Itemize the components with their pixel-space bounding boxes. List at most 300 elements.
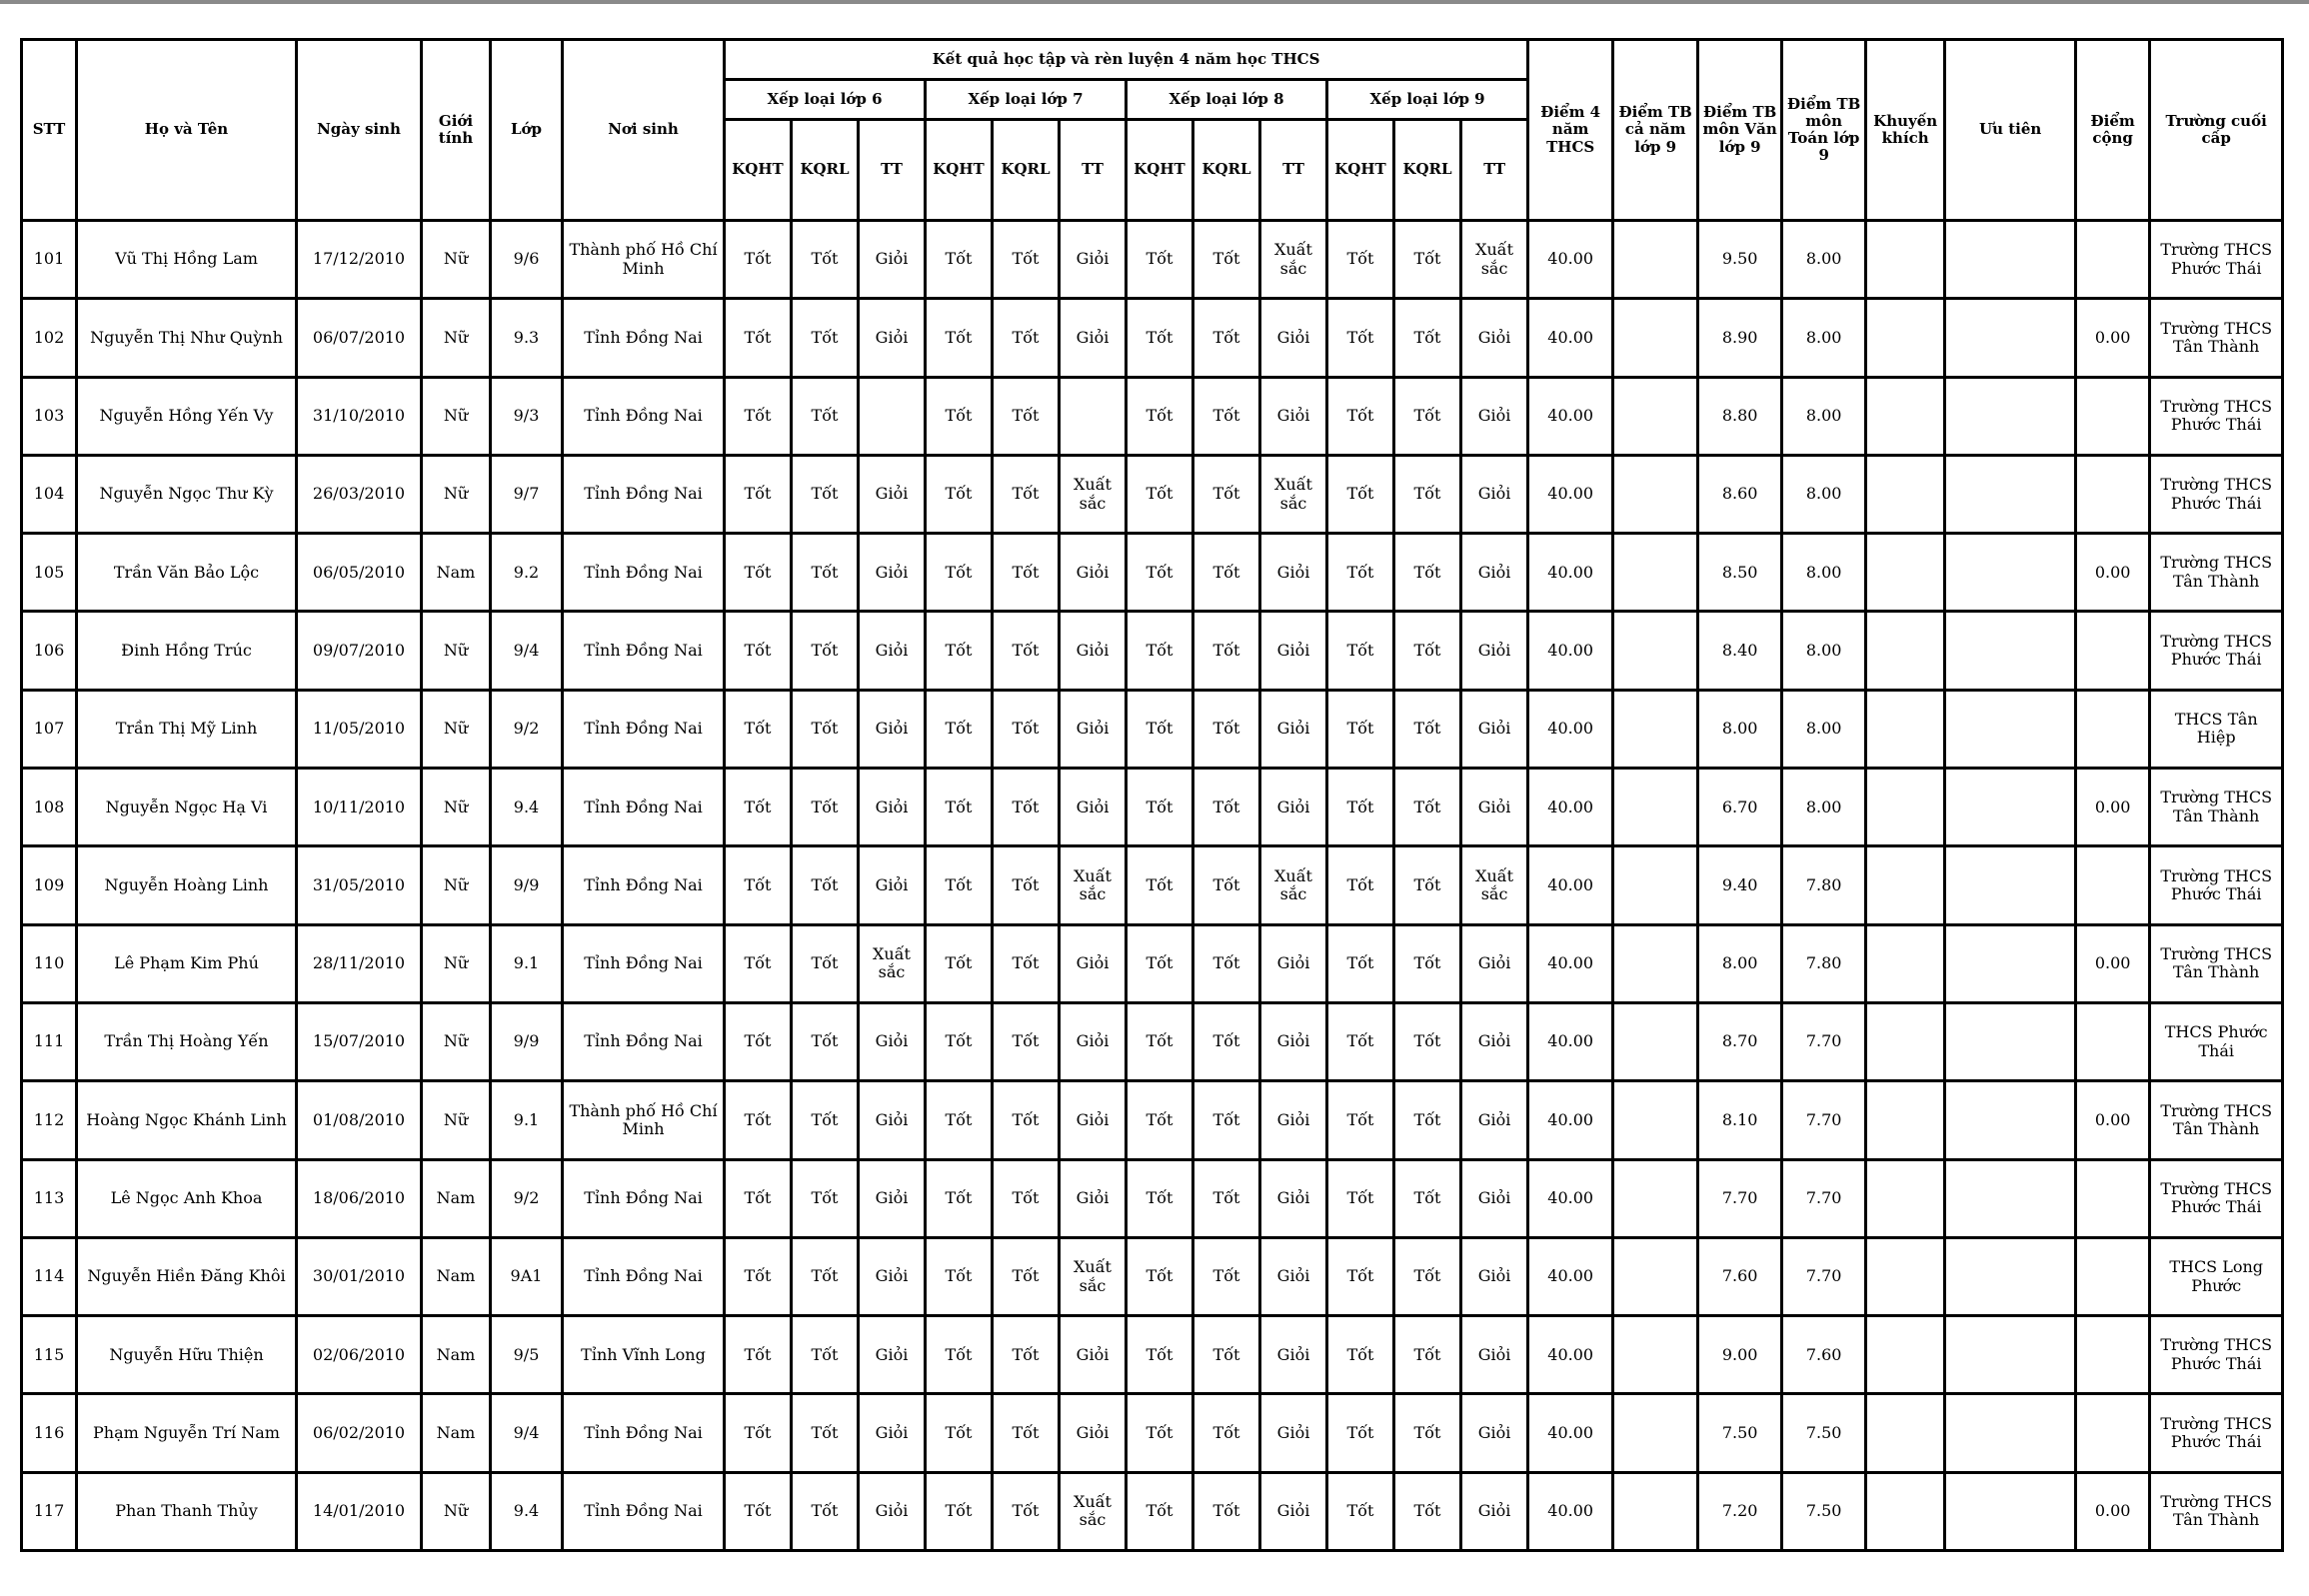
cell-grade8-tt: Giỏi <box>1260 1316 1327 1394</box>
cell-avg-lit9: 8.80 <box>1698 377 1782 455</box>
cell-score4: 40.00 <box>1528 1237 1613 1315</box>
cell-grade6-kqrl: Tốt <box>792 455 859 533</box>
cell-dob: 31/05/2010 <box>297 846 422 924</box>
cell-gender: Nam <box>422 534 491 612</box>
cell-avg-year9 <box>1613 1472 1698 1550</box>
cell-name: Vũ Thị Hồng Lam <box>77 221 297 299</box>
cell-avg-lit9: 8.50 <box>1698 534 1782 612</box>
cell-grade8-tt: Giỏi <box>1260 1159 1327 1237</box>
cell-grade6-tt: Giỏi <box>859 769 926 846</box>
cell-avg-year9 <box>1613 1316 1698 1394</box>
cell-name: Nguyễn Hồng Yến Vy <box>77 377 297 455</box>
cell-grade9-kqrl: Tốt <box>1394 1237 1461 1315</box>
cell-grade7-tt: Giỏi <box>1060 1081 1127 1159</box>
cell-avg-year9 <box>1613 1081 1698 1159</box>
cell-grade8-kqrl: Tốt <box>1193 769 1260 846</box>
cell-class: 9/2 <box>491 690 563 768</box>
cell-dob: 02/06/2010 <box>297 1316 422 1394</box>
cell-grade9-tt: Giỏi <box>1461 1316 1528 1394</box>
cell-score4: 40.00 <box>1528 769 1613 846</box>
cell-grade6-tt: Giỏi <box>859 299 926 377</box>
cell-gender: Nữ <box>422 1002 491 1080</box>
table-row <box>22 1081 2283 1159</box>
cell-grade7-kqrl: Tốt <box>993 612 1060 690</box>
cell-grade6-tt: Giỏi <box>859 1002 926 1080</box>
cell-grade9-kqrl: Tốt <box>1394 455 1461 533</box>
cell-school: Trường THCS Phước Thái <box>2150 846 2283 924</box>
cell-grade7-kqrl: Tốt <box>993 1472 1060 1550</box>
cell-avg-lit9: 7.50 <box>1698 1394 1782 1472</box>
cell-grade8-kqrl: Tốt <box>1193 846 1260 924</box>
cell-grade7-kqrl: Tốt <box>993 1002 1060 1080</box>
cell-grade6-tt: Giỏi <box>859 534 926 612</box>
cell-grade8-kqrl: Tốt <box>1193 690 1260 768</box>
cell-class: 9.4 <box>491 769 563 846</box>
cell-grade8-tt: Giỏi <box>1260 1394 1327 1472</box>
cell-school: Trường THCS Phước Thái <box>2150 377 2283 455</box>
cell-priority <box>1945 1316 2076 1394</box>
cell-avg-lit9: 8.40 <box>1698 612 1782 690</box>
cell-grade7-tt: Giỏi <box>1060 924 1127 1002</box>
cell-grade8-kqht: Tốt <box>1127 1002 1193 1080</box>
cell-grade6-kqrl: Tốt <box>792 299 859 377</box>
cell-stt: 103 <box>22 377 77 455</box>
cell-dob: 18/06/2010 <box>297 1159 422 1237</box>
cell-grade7-tt: Xuất sắc <box>1060 1237 1127 1315</box>
cell-avg-year9 <box>1613 1237 1698 1315</box>
cell-school: THCS Long Phước <box>2150 1237 2283 1315</box>
cell-name: Trần Thị Hoàng Yến <box>77 1002 297 1080</box>
cell-bonus <box>2076 1002 2150 1080</box>
cell-dob: 01/08/2010 <box>297 1081 422 1159</box>
cell-grade6-kqrl: Tốt <box>792 221 859 299</box>
cell-bonus: 0.00 <box>2076 534 2150 612</box>
cell-grade9-kqrl: Tốt <box>1394 612 1461 690</box>
cell-name: Nguyễn Hoàng Linh <box>77 846 297 924</box>
cell-score4: 40.00 <box>1528 377 1613 455</box>
cell-grade7-kqrl: Tốt <box>993 846 1060 924</box>
cell-stt: 105 <box>22 534 77 612</box>
cell-grade6-tt: Giỏi <box>859 846 926 924</box>
cell-score4: 40.00 <box>1528 612 1613 690</box>
cell-score4: 40.00 <box>1528 690 1613 768</box>
cell-grade8-kqht: Tốt <box>1127 924 1193 1002</box>
cell-class: 9.1 <box>491 924 563 1002</box>
cell-grade6-kqht: Tốt <box>725 1159 792 1237</box>
cell-gender: Nữ <box>422 1081 491 1159</box>
cell-stt: 101 <box>22 221 77 299</box>
cell-grade6-tt: Giỏi <box>859 1159 926 1237</box>
cell-school: Trường THCS Tân Thành <box>2150 1081 2283 1159</box>
cell-stt: 104 <box>22 455 77 533</box>
header-avg-math9: Điểm TB môn Toán lớp 9 <box>1782 40 1866 221</box>
cell-avg-year9 <box>1613 612 1698 690</box>
cell-avg-math9: 8.00 <box>1782 299 1866 377</box>
cell-encourage <box>1866 690 1945 768</box>
cell-avg-year9 <box>1613 455 1698 533</box>
cell-dob: 06/02/2010 <box>297 1394 422 1472</box>
cell-class: 9A1 <box>491 1237 563 1315</box>
cell-grade8-kqht: Tốt <box>1127 612 1193 690</box>
cell-dob: 09/07/2010 <box>297 612 422 690</box>
cell-bonus: 0.00 <box>2076 769 2150 846</box>
cell-bonus <box>2076 846 2150 924</box>
cell-name: Phan Thanh Thủy <box>77 1472 297 1550</box>
cell-grade8-tt: Giỏi <box>1260 1237 1327 1315</box>
cell-grade9-kqht: Tốt <box>1327 1394 1394 1472</box>
cell-stt: 111 <box>22 1002 77 1080</box>
cell-gender: Nam <box>422 1159 491 1237</box>
top-border-line <box>0 0 2309 4</box>
cell-grade6-tt: Giỏi <box>859 1081 926 1159</box>
cell-grade9-tt: Giỏi <box>1461 455 1528 533</box>
cell-grade9-kqht: Tốt <box>1327 1472 1394 1550</box>
cell-grade9-kqht: Tốt <box>1327 1316 1394 1394</box>
header-tt: TT <box>859 120 926 221</box>
header-class: Lớp <box>491 40 563 221</box>
cell-name: Nguyễn Ngọc Hạ Vi <box>77 769 297 846</box>
cell-class: 9/9 <box>491 1002 563 1080</box>
cell-grade8-kqrl: Tốt <box>1193 612 1260 690</box>
table-row <box>22 612 2283 690</box>
cell-encourage <box>1866 1237 1945 1315</box>
cell-bonus: 0.00 <box>2076 1081 2150 1159</box>
cell-grade9-tt: Giỏi <box>1461 1394 1528 1472</box>
cell-bonus <box>2076 1316 2150 1394</box>
cell-grade7-kqht: Tốt <box>926 1394 993 1472</box>
cell-grade8-tt: Giỏi <box>1260 1081 1327 1159</box>
cell-encourage <box>1866 1316 1945 1394</box>
cell-avg-lit9: 7.70 <box>1698 1159 1782 1237</box>
cell-encourage <box>1866 1159 1945 1237</box>
cell-avg-math9: 8.00 <box>1782 534 1866 612</box>
cell-grade8-kqht: Tốt <box>1127 221 1193 299</box>
cell-dob: 06/05/2010 <box>297 534 422 612</box>
cell-avg-math9: 7.80 <box>1782 846 1866 924</box>
cell-grade9-kqht: Tốt <box>1327 924 1394 1002</box>
header-tt: TT <box>1060 120 1127 221</box>
header-grade-8: Xếp loại lớp 8 <box>1127 80 1327 120</box>
header-kqrl: KQRL <box>792 120 859 221</box>
header-priority: Ưu tiên <box>1945 40 2076 221</box>
cell-grade8-kqht: Tốt <box>1127 1237 1193 1315</box>
cell-avg-year9 <box>1613 221 1698 299</box>
cell-birthplace: Tỉnh Đồng Nai <box>563 769 725 846</box>
header-kqht: KQHT <box>725 120 792 221</box>
cell-grade7-kqrl: Tốt <box>993 221 1060 299</box>
header-avg-year9: Điểm TB cả năm lớp 9 <box>1613 40 1698 221</box>
cell-grade8-kqrl: Tốt <box>1193 1002 1260 1080</box>
cell-grade8-tt: Xuất sắc <box>1260 455 1327 533</box>
cell-grade7-tt: Giỏi <box>1060 1316 1127 1394</box>
cell-grade9-kqht: Tốt <box>1327 769 1394 846</box>
cell-grade8-kqht: Tốt <box>1127 299 1193 377</box>
cell-avg-math9: 7.70 <box>1782 1081 1866 1159</box>
cell-dob: 11/05/2010 <box>297 690 422 768</box>
cell-gender: Nữ <box>422 377 491 455</box>
cell-grade7-kqrl: Tốt <box>993 1237 1060 1315</box>
cell-grade7-kqht: Tốt <box>926 924 993 1002</box>
cell-grade9-kqht: Tốt <box>1327 690 1394 768</box>
cell-grade9-tt: Giỏi <box>1461 1472 1528 1550</box>
header-avg-lit9: Điểm TB môn Văn lớp 9 <box>1698 40 1782 221</box>
cell-grade6-kqrl: Tốt <box>792 1081 859 1159</box>
cell-gender: Nữ <box>422 924 491 1002</box>
cell-grade6-kqrl: Tốt <box>792 846 859 924</box>
cell-grade8-kqrl: Tốt <box>1193 221 1260 299</box>
cell-birthplace: Tỉnh Đồng Nai <box>563 1394 725 1472</box>
cell-grade7-tt: Giỏi <box>1060 769 1127 846</box>
cell-grade8-tt: Giỏi <box>1260 1002 1327 1080</box>
cell-birthplace: Tỉnh Đồng Nai <box>563 455 725 533</box>
cell-avg-lit9: 7.20 <box>1698 1472 1782 1550</box>
cell-stt: 106 <box>22 612 77 690</box>
cell-dob: 17/12/2010 <box>297 221 422 299</box>
cell-encourage <box>1866 377 1945 455</box>
cell-grade6-tt: Giỏi <box>859 221 926 299</box>
cell-class: 9.3 <box>491 299 563 377</box>
cell-grade9-kqht: Tốt <box>1327 377 1394 455</box>
cell-grade7-kqht: Tốt <box>926 690 993 768</box>
cell-bonus <box>2076 1394 2150 1472</box>
cell-school: Trường THCS Phước Thái <box>2150 612 2283 690</box>
cell-school: Trường THCS Phước Thái <box>2150 221 2283 299</box>
cell-name: Trần Thị Mỹ Linh <box>77 690 297 768</box>
header-tt: TT <box>1260 120 1327 221</box>
cell-gender: Nữ <box>422 221 491 299</box>
cell-encourage <box>1866 846 1945 924</box>
cell-priority <box>1945 1002 2076 1080</box>
cell-encourage <box>1866 769 1945 846</box>
cell-grade6-kqht: Tốt <box>725 924 792 1002</box>
cell-grade9-tt: Xuất sắc <box>1461 846 1528 924</box>
cell-grade9-kqrl: Tốt <box>1394 1472 1461 1550</box>
cell-priority <box>1945 1237 2076 1315</box>
header-group-title: Kết quả học tập và rèn luyện 4 năm học THCS <box>725 40 1528 80</box>
cell-grade9-kqrl: Tốt <box>1394 1316 1461 1394</box>
cell-score4: 40.00 <box>1528 221 1613 299</box>
cell-grade8-tt: Giỏi <box>1260 769 1327 846</box>
header-kqrl: KQRL <box>1394 120 1461 221</box>
cell-grade8-kqrl: Tốt <box>1193 299 1260 377</box>
cell-score4: 40.00 <box>1528 299 1613 377</box>
cell-grade8-kqrl: Tốt <box>1193 1237 1260 1315</box>
cell-gender: Nam <box>422 1394 491 1472</box>
table-row <box>22 1472 2283 1550</box>
cell-score4: 40.00 <box>1528 1002 1613 1080</box>
cell-avg-lit9: 8.60 <box>1698 455 1782 533</box>
cell-grade7-kqrl: Tốt <box>993 1081 1060 1159</box>
header-stt: STT <box>22 40 77 221</box>
cell-gender: Nam <box>422 1237 491 1315</box>
cell-avg-lit9: 8.90 <box>1698 299 1782 377</box>
cell-avg-math9: 8.00 <box>1782 455 1866 533</box>
cell-grade7-kqrl: Tốt <box>993 1316 1060 1394</box>
cell-grade6-kqht: Tốt <box>725 377 792 455</box>
cell-grade9-kqht: Tốt <box>1327 221 1394 299</box>
cell-grade6-kqht: Tốt <box>725 846 792 924</box>
cell-class: 9.2 <box>491 534 563 612</box>
cell-grade7-kqht: Tốt <box>926 455 993 533</box>
cell-school: Trường THCS Tân Thành <box>2150 1472 2283 1550</box>
cell-grade7-kqht: Tốt <box>926 1081 993 1159</box>
cell-grade8-kqht: Tốt <box>1127 455 1193 533</box>
cell-class: 9/7 <box>491 455 563 533</box>
table-row <box>22 769 2283 846</box>
cell-score4: 40.00 <box>1528 1081 1613 1159</box>
cell-grade6-kqht: Tốt <box>725 612 792 690</box>
cell-priority <box>1945 534 2076 612</box>
results-table <box>20 38 2284 1552</box>
cell-birthplace: Tỉnh Vĩnh Long <box>563 1316 725 1394</box>
cell-bonus <box>2076 455 2150 533</box>
cell-grade7-kqht: Tốt <box>926 1159 993 1237</box>
cell-avg-math9: 8.00 <box>1782 769 1866 846</box>
cell-school: Trường THCS Phước Thái <box>2150 1394 2283 1472</box>
cell-birthplace: Tỉnh Đồng Nai <box>563 1002 725 1080</box>
cell-avg-math9: 8.00 <box>1782 690 1866 768</box>
cell-avg-math9: 7.80 <box>1782 924 1866 1002</box>
cell-encourage <box>1866 1081 1945 1159</box>
cell-grade8-kqrl: Tốt <box>1193 1472 1260 1550</box>
table-row <box>22 455 2283 533</box>
cell-bonus: 0.00 <box>2076 299 2150 377</box>
cell-dob: 14/01/2010 <box>297 1472 422 1550</box>
cell-class: 9/5 <box>491 1316 563 1394</box>
cell-name: Nguyễn Hữu Thiện <box>77 1316 297 1394</box>
cell-grade9-tt: Giỏi <box>1461 377 1528 455</box>
cell-avg-year9 <box>1613 846 1698 924</box>
cell-avg-lit9: 7.60 <box>1698 1237 1782 1315</box>
cell-encourage <box>1866 455 1945 533</box>
cell-encourage <box>1866 924 1945 1002</box>
cell-avg-math9: 7.50 <box>1782 1472 1866 1550</box>
table-row <box>22 1394 2283 1472</box>
cell-grade8-tt: Xuất sắc <box>1260 221 1327 299</box>
cell-avg-math9: 7.70 <box>1782 1237 1866 1315</box>
cell-grade8-tt: Giỏi <box>1260 690 1327 768</box>
cell-grade6-tt: Giỏi <box>859 612 926 690</box>
cell-grade8-tt: Xuất sắc <box>1260 846 1327 924</box>
cell-grade7-kqrl: Tốt <box>993 299 1060 377</box>
cell-class: 9/3 <box>491 377 563 455</box>
cell-school: THCS Tân Hiệp <box>2150 690 2283 768</box>
cell-grade8-kqht: Tốt <box>1127 846 1193 924</box>
cell-grade7-kqrl: Tốt <box>993 1394 1060 1472</box>
cell-grade8-tt: Giỏi <box>1260 377 1327 455</box>
cell-dob: 15/07/2010 <box>297 1002 422 1080</box>
cell-priority <box>1945 612 2076 690</box>
cell-grade9-kqrl: Tốt <box>1394 1002 1461 1080</box>
cell-grade9-kqht: Tốt <box>1327 612 1394 690</box>
cell-avg-math9: 7.70 <box>1782 1159 1866 1237</box>
cell-priority <box>1945 1081 2076 1159</box>
cell-grade8-kqht: Tốt <box>1127 1159 1193 1237</box>
cell-grade9-kqht: Tốt <box>1327 1081 1394 1159</box>
cell-grade8-kqrl: Tốt <box>1193 455 1260 533</box>
cell-gender: Nữ <box>422 455 491 533</box>
cell-avg-year9 <box>1613 769 1698 846</box>
cell-gender: Nữ <box>422 612 491 690</box>
cell-dob: 10/11/2010 <box>297 769 422 846</box>
cell-grade6-kqht: Tốt <box>725 221 792 299</box>
cell-grade9-kqrl: Tốt <box>1394 377 1461 455</box>
cell-grade6-kqrl: Tốt <box>792 1237 859 1315</box>
cell-grade6-kqrl: Tốt <box>792 924 859 1002</box>
cell-class: 9.4 <box>491 1472 563 1550</box>
cell-stt: 107 <box>22 690 77 768</box>
cell-grade8-kqht: Tốt <box>1127 1394 1193 1472</box>
cell-avg-year9 <box>1613 690 1698 768</box>
cell-grade7-tt: Giỏi <box>1060 690 1127 768</box>
cell-grade9-kqht: Tốt <box>1327 534 1394 612</box>
cell-grade7-kqrl: Tốt <box>993 455 1060 533</box>
cell-grade9-tt: Giỏi <box>1461 924 1528 1002</box>
cell-encourage <box>1866 1002 1945 1080</box>
cell-name: Trần Văn Bảo Lộc <box>77 534 297 612</box>
cell-score4: 40.00 <box>1528 846 1613 924</box>
cell-priority <box>1945 769 2076 846</box>
cell-school: Trường THCS Tân Thành <box>2150 299 2283 377</box>
cell-priority <box>1945 846 2076 924</box>
cell-name: Nguyễn Hiền Đăng Khôi <box>77 1237 297 1315</box>
cell-grade8-kqrl: Tốt <box>1193 1316 1260 1394</box>
cell-grade7-tt: Xuất sắc <box>1060 1472 1127 1550</box>
cell-grade6-kqrl: Tốt <box>792 534 859 612</box>
cell-avg-math9: 8.00 <box>1782 377 1866 455</box>
header-grade-9: Xếp loại lớp 9 <box>1327 80 1528 120</box>
cell-priority <box>1945 1472 2076 1550</box>
cell-birthplace: Tỉnh Đồng Nai <box>563 1472 725 1550</box>
table-row <box>22 1159 2283 1237</box>
cell-grade7-kqrl: Tốt <box>993 1159 1060 1237</box>
cell-birthplace: Tỉnh Đồng Nai <box>563 612 725 690</box>
header-kqht: KQHT <box>1127 120 1193 221</box>
header-bonus: Điểm cộng <box>2076 40 2150 221</box>
cell-grade6-kqht: Tốt <box>725 1237 792 1315</box>
cell-grade9-tt: Xuất sắc <box>1461 221 1528 299</box>
cell-stt: 114 <box>22 1237 77 1315</box>
cell-birthplace: Tỉnh Đồng Nai <box>563 1237 725 1315</box>
cell-grade8-kqrl: Tốt <box>1193 1081 1260 1159</box>
cell-grade6-tt: Giỏi <box>859 690 926 768</box>
cell-avg-lit9: 9.50 <box>1698 221 1782 299</box>
cell-grade9-tt: Giỏi <box>1461 1081 1528 1159</box>
cell-gender: Nữ <box>422 1472 491 1550</box>
cell-avg-year9 <box>1613 1394 1698 1472</box>
cell-grade9-kqrl: Tốt <box>1394 299 1461 377</box>
cell-bonus <box>2076 690 2150 768</box>
cell-gender: Nữ <box>422 769 491 846</box>
header-kqrl: KQRL <box>1193 120 1260 221</box>
cell-avg-lit9: 6.70 <box>1698 769 1782 846</box>
cell-grade8-kqht: Tốt <box>1127 1316 1193 1394</box>
header-grade-6: Xếp loại lớp 6 <box>725 80 926 120</box>
cell-bonus <box>2076 1159 2150 1237</box>
cell-avg-year9 <box>1613 299 1698 377</box>
cell-birthplace: Thành phố Hồ Chí Minh <box>563 1081 725 1159</box>
header-kqht: KQHT <box>1327 120 1394 221</box>
cell-grade8-kqrl: Tốt <box>1193 1159 1260 1237</box>
cell-school: Trường THCS Tân Thành <box>2150 534 2283 612</box>
cell-grade9-kqrl: Tốt <box>1394 769 1461 846</box>
cell-encourage <box>1866 612 1945 690</box>
cell-grade6-kqht: Tốt <box>725 299 792 377</box>
cell-avg-year9 <box>1613 924 1698 1002</box>
cell-encourage <box>1866 1394 1945 1472</box>
cell-grade6-kqrl: Tốt <box>792 1472 859 1550</box>
cell-avg-year9 <box>1613 534 1698 612</box>
